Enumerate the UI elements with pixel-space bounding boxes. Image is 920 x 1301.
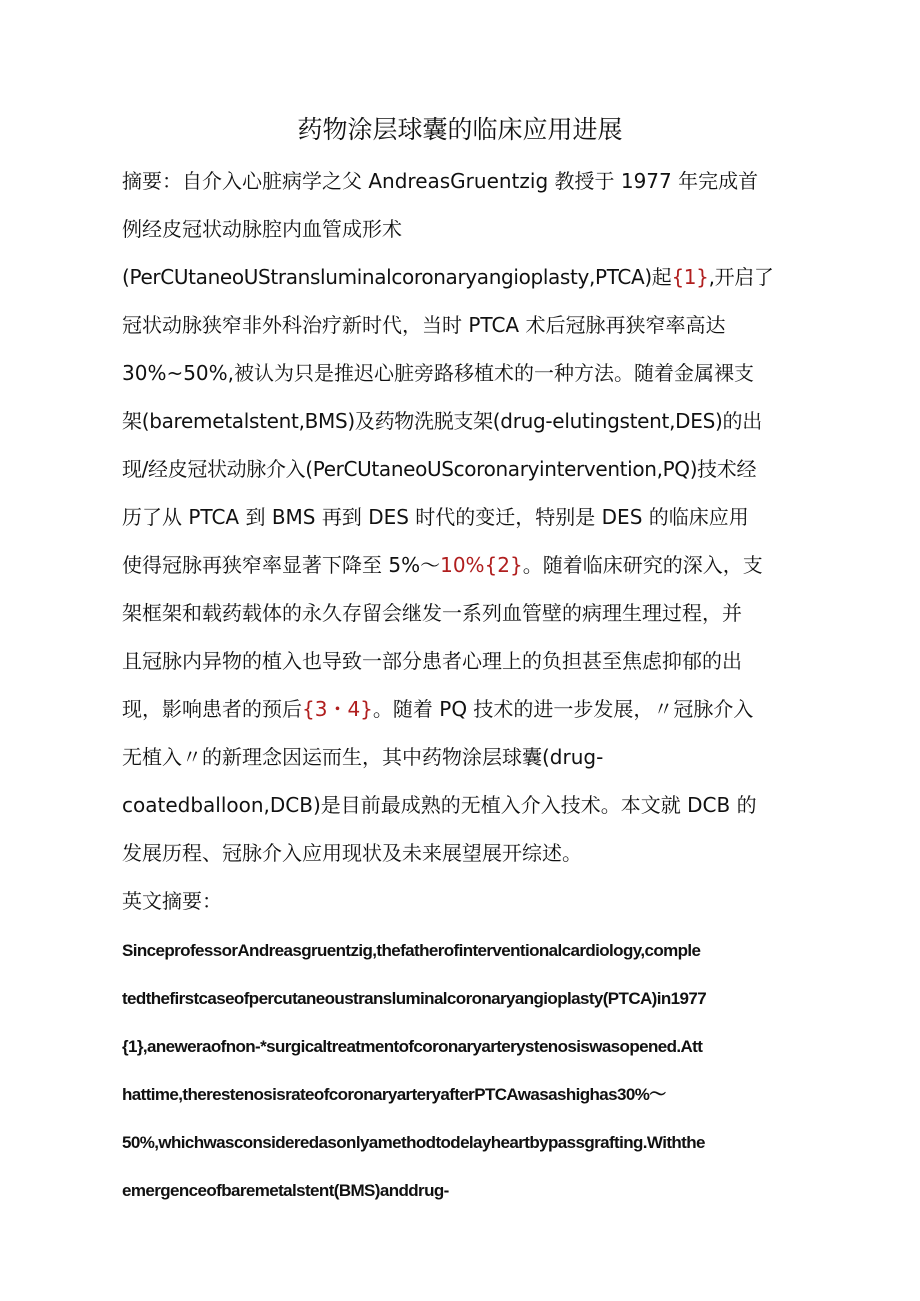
abstract-en-line: SinceprofessorAndreasgruentzig,thefatherofinterventionalcardiology,comple	[122, 941, 701, 960]
abstract-en-line: emergenceofbaremetalstent(BMS)anddrug-	[122, 1181, 449, 1200]
abstract-cn-line: 例经皮冠状动脉腔内血管成形术	[122, 217, 402, 241]
abstract-cn-line: 历了从 PTCA 到 BMS 再到 DES 时代的变迁，特别是 DES 的临床应用	[122, 505, 749, 529]
abstract-cn-line: coatedballoon,DCB)是目前最成熟的无植入介入技术。本文就 DCB 的	[122, 793, 757, 817]
abstract-cn-line: 30%~50%,被认为只是推迟心脏旁路移植术的一种方法。随着金属裸支	[122, 361, 755, 385]
abstract-cn-line: 现/经皮冠状动脉介入(PerCUtaneoUScoronaryintervention,PQ)技术经	[122, 457, 757, 481]
abstract-cn-line: 且冠脉内异物的植入也导致一部分患者心理上的负担甚至焦虑抑郁的出	[122, 649, 742, 673]
abstract-cn-line: 冠状动脉狭窄非外科治疗新时代，当时 PTCA 术后冠脉再狭窄率高达	[122, 313, 726, 337]
abstract-cn-line: 无植入〃的新理念因运而生，其中药物涂层球囊(drug-	[122, 745, 604, 769]
citation-ref[interactable]: {3・4}	[302, 697, 373, 721]
abstract-cn-line: 摘要：自介入心脏病学之父 AndreasGruentzig 教授于 1977 年完成首	[122, 169, 759, 193]
abstract-en-line: {1},aneweraofnon-*surgicaltreatmentofcoronaryarterystenosiswasopened.Att	[122, 1037, 703, 1056]
abstract-cn-line: 架框架和载药载体的永久存留会继发一系列血管壁的病理生理过程，并	[122, 601, 742, 625]
abstract-cn-line: 现，影响患者的预后{3・4}。随着 PQ 技术的进一步发展，〃冠脉介入	[122, 697, 754, 721]
abstract-cn-line: 使得冠脉再狭窄率显著下降至 5%～10%{2}。随着临床研究的深入，支	[122, 553, 763, 577]
abstract-en-line: 50%,whichwasconsideredasonlyamethodtodelayheartbypassgrafting.Withthe	[122, 1133, 705, 1152]
abstract-en-label: 英文摘要：	[122, 889, 222, 913]
abstract-en-line: tedthefirstcaseofpercutaneoustransluminalcoronaryangioplasty(PTCA)in1977	[122, 989, 707, 1008]
citation-ref[interactable]: {1}	[671, 265, 709, 289]
abstract-cn-line: 发展历程、冠脉介入应用现状及未来展望展开综述。	[122, 841, 582, 865]
page-title: 药物涂层球囊的临床应用进展	[297, 115, 623, 144]
abstract-cn-line: 架(baremetalstent,BMS)及药物洗脱支架(drug-elutingstent,DES)的出	[122, 409, 762, 433]
abstract-cn-line: (PerCUtaneoUStransluminalcoronaryangioplasty,PTCA)起{1},开启了	[122, 265, 774, 289]
abstract-en-line: hattime,therestenosisrateofcoronaryarteryafterPTCAwasashighas30%～	[122, 1085, 666, 1104]
citation-ref[interactable]: 10%{2}	[440, 553, 523, 577]
